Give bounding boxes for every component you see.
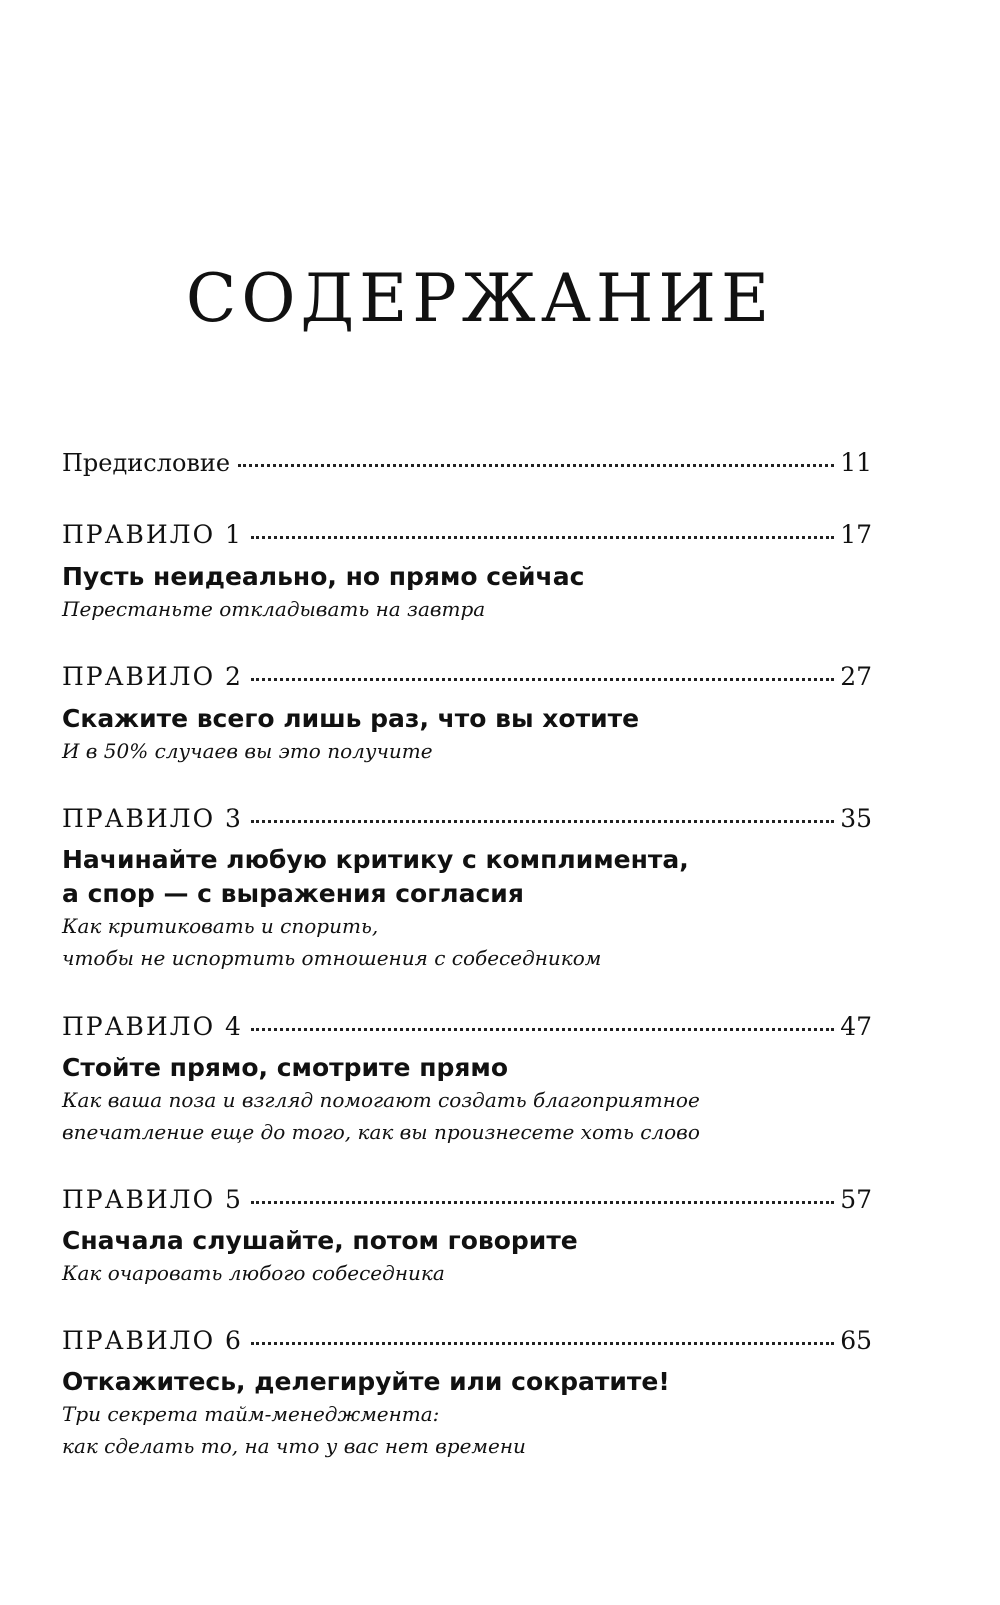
rule-title-line: Скажите всего лишь раз, что вы хотите (62, 704, 640, 733)
rule-subtitle-line: чтобы не испортить отношения с собеседником (62, 946, 602, 970)
rule-title-line: Стойте прямо, смотрите прямо (62, 1053, 509, 1082)
page-title: СОДЕРЖАНИЕ (185, 260, 775, 338)
rule-subtitle-line: Перестаньте откладывать на завтра (62, 597, 486, 621)
rule-subtitle (62, 1398, 922, 1462)
toc-page-number: 17 (840, 520, 872, 549)
rule-subtitle-line: как сделать то, на что у вас нет времени (62, 1434, 526, 1458)
rule-subtitle-line: Как ваша поза и взгляд помогают создать благоприятное (62, 1088, 700, 1112)
rule-title-line: Пусть неидеально, но прямо сейчас (62, 562, 585, 591)
toc-entry-preface[interactable] (62, 448, 872, 477)
toc-page-number: 47 (840, 1012, 872, 1041)
toc-entry-rule-6[interactable] (62, 1326, 872, 1355)
rule-label: ПРАВИЛО 6 (62, 1326, 243, 1355)
rule-title (62, 560, 922, 594)
rule-label: ПРАВИЛО 1 (62, 520, 243, 549)
toc-page-number: 65 (840, 1326, 872, 1355)
rule-subtitle (62, 1257, 922, 1289)
toc-page-number: 35 (840, 804, 872, 833)
rule-title (62, 1051, 922, 1085)
dot-leader (251, 1342, 834, 1345)
rule-title (62, 1365, 922, 1399)
rule-subtitle-line: Как критиковать и спорить, (62, 914, 379, 938)
rule-label: ПРАВИЛО 4 (62, 1012, 243, 1041)
rule-subtitle-line: И в 50% случаев вы это получите (62, 739, 433, 763)
rule-title (62, 702, 922, 736)
dot-leader (251, 1028, 834, 1031)
rule-title-line: Начинайте любую критику с комплимента, (62, 845, 689, 874)
rule-subtitle (62, 593, 922, 625)
rule-subtitle-line: Три секрета тайм-менеджмента: (62, 1402, 440, 1426)
rule-subtitle (62, 910, 922, 974)
rule-label: ПРАВИЛО 3 (62, 804, 243, 833)
dot-leader (251, 1201, 834, 1204)
toc-entry-rule-5[interactable] (62, 1185, 872, 1214)
rule-label: ПРАВИЛО 2 (62, 662, 243, 691)
toc-entry-label: Предисловие (62, 449, 231, 477)
rule-subtitle (62, 735, 922, 767)
toc-page-number: 11 (840, 448, 872, 477)
toc-entry-rule-3[interactable] (62, 804, 872, 833)
rule-title (62, 1224, 922, 1258)
rule-title (62, 843, 922, 911)
toc-entry-rule-2[interactable] (62, 662, 872, 691)
rule-title-line: Сначала слушайте, потом говорите (62, 1226, 578, 1255)
rule-title-line: а спор — с выражения согласия (62, 879, 524, 908)
dot-leader (251, 536, 834, 539)
dot-leader (251, 678, 834, 681)
rule-subtitle-line: Как очаровать любого собеседника (62, 1261, 445, 1285)
dot-leader (238, 464, 834, 467)
rule-subtitle-line: впечатление еще до того, как вы произнесете хоть слово (62, 1120, 700, 1144)
toc-page-number: 57 (840, 1185, 872, 1214)
rule-title-line: Откажитесь, делегируйте или сократите! (62, 1367, 670, 1396)
toc-entry-rule-1[interactable] (62, 520, 872, 549)
dot-leader (251, 820, 834, 823)
toc-page-number: 27 (840, 662, 872, 691)
rule-label: ПРАВИЛО 5 (62, 1185, 243, 1214)
toc-entry-rule-4[interactable] (62, 1012, 872, 1041)
rule-subtitle (62, 1084, 922, 1148)
